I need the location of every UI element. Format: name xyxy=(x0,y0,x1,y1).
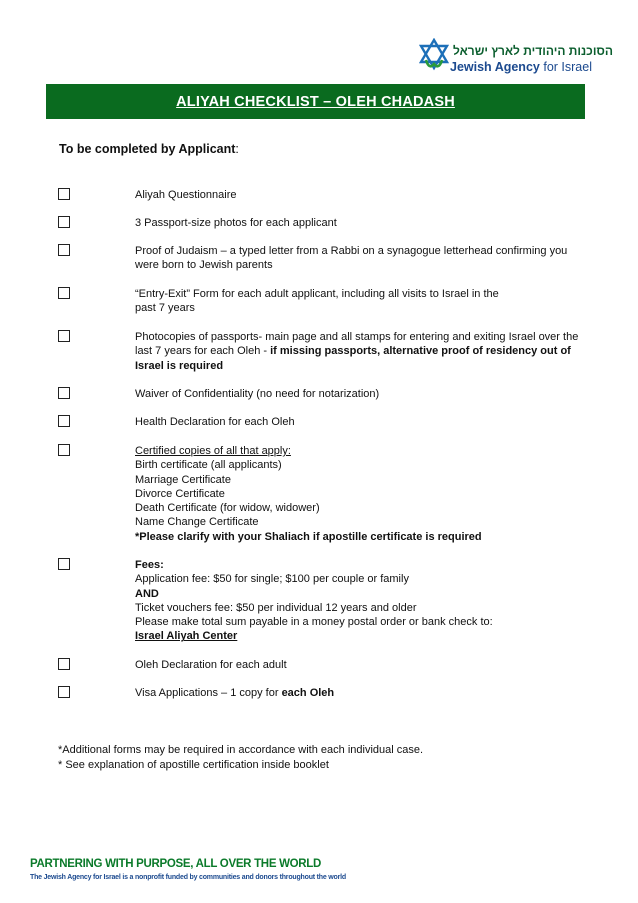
item-text: Oleh Declaration for each adult xyxy=(135,659,287,671)
footnote: * See explanation of apostille certification inside booklet xyxy=(58,759,329,771)
item-text: Waiver of Confidentiality (no need for notarization) xyxy=(135,388,380,400)
checkbox[interactable] xyxy=(58,686,70,698)
checkbox[interactable] xyxy=(58,244,70,256)
logo-hebrew-text: הסוכנות היהודית לארץ ישראל xyxy=(453,44,613,58)
footer-tagline: PARTNERING WITH PURPOSE, ALL OVER THE WORLD xyxy=(30,858,322,870)
checkbox[interactable] xyxy=(58,330,70,342)
item-text: Health Declaration for each Oleh xyxy=(135,416,295,428)
applicant-subheading: To be completed by Applicant: xyxy=(59,142,239,156)
item-text: Fees: Application fee: $50 for single; $100 per couple or family AND Ticket vouchers fee: $50 per individual 12 years and older Please make total sum payable in a money postal order or bank check to: Israel Aliyah Center xyxy=(135,559,493,643)
item-text: Certified copies of all that apply: Birth certificate (all applicants) Marriage Certificate Divorce Certificate Death Certificate (for widow, widower) Name Change Certificate *Please clarify with your Shaliach if apostille certificate is required xyxy=(135,445,482,543)
jewish-agency-logo xyxy=(417,38,617,78)
page-title: ALIYAH CHECKLIST – OLEH CHADASH xyxy=(176,93,455,110)
checkbox[interactable] xyxy=(58,558,70,570)
item-text: Aliyah Questionnaire xyxy=(135,189,237,201)
checkbox[interactable] xyxy=(58,387,70,399)
footnote: *Additional forms may be required in accordance with each individual case. xyxy=(58,744,424,756)
logo-english-text: Jewish Agency for Israel xyxy=(450,60,592,74)
footer-subline: The Jewish Agency for Israel is a nonprofit funded by communities and donors throughout the world xyxy=(30,874,346,881)
footnotes xyxy=(58,743,423,773)
checkbox[interactable] xyxy=(58,216,70,228)
checkbox[interactable] xyxy=(58,444,70,456)
checkbox[interactable] xyxy=(58,658,70,670)
item-text: 3 Passport-size photos for each applicant xyxy=(135,217,337,229)
checkbox[interactable] xyxy=(58,287,70,299)
item-text: Photocopies of passports- main page and all stamps for entering and exiting Israel over the last 7 years for each Oleh - if missing passports, alternative proof of residency out of Israel is required xyxy=(135,331,579,372)
checkbox[interactable] xyxy=(58,188,70,200)
checkbox[interactable] xyxy=(58,415,70,427)
star-of-david-hands-icon xyxy=(417,38,451,72)
item-text: Proof of Judaism – a typed letter from a Rabbi on a synagogue letterhead confirming you were born to Jewish parents xyxy=(135,245,568,272)
item-text: “Entry-Exit” Form for each adult applicant, including all visits to Israel in the past 7 years xyxy=(135,288,499,315)
item-text: Visa Applications – 1 copy for each Oleh xyxy=(135,687,335,699)
title-banner xyxy=(46,84,585,119)
